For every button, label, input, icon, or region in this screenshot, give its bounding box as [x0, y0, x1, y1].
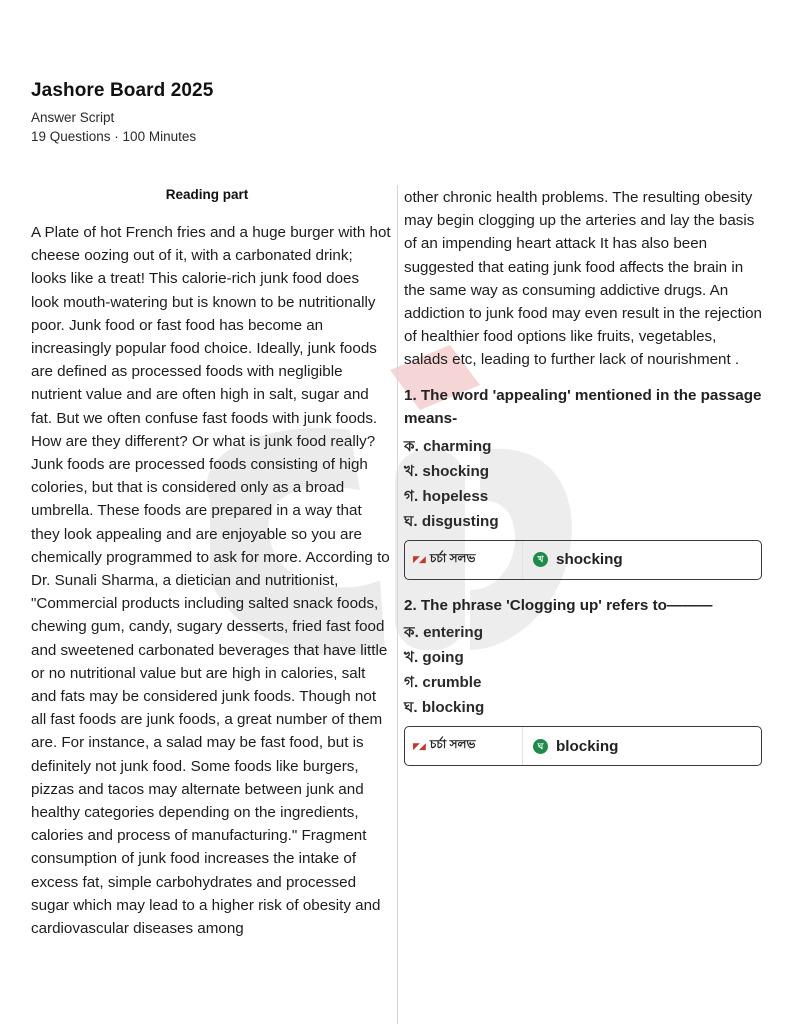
question-2-option-ga[interactable]: গ. crumble: [404, 674, 482, 692]
question-2-option-ka[interactable]: ক. entering: [404, 624, 483, 642]
brand-logo-icon: ◤◢: [413, 554, 425, 565]
reading-column-right: [404, 186, 762, 780]
question-1-options: [404, 434, 762, 534]
question-1-option-ga[interactable]: গ. hopeless: [404, 487, 489, 505]
question-1-option-ka[interactable]: ক. charming: [404, 437, 492, 455]
question-2-text: 2. The phrase 'Clogging up' refers to———: [404, 596, 713, 614]
brand-logo-icon: ◤◢: [413, 740, 425, 751]
answer-text: shocking: [556, 551, 623, 569]
reading-column-left: [31, 187, 391, 940]
reading-passage-left: A Plate of hot French fries and a huge burger with hot cheese oozing out of it, with a carbonated drink; looks like a treat! This calorie-rich junk food does look mouth-watering but is known to be nutritionally poor. Junk food or fast food has become an increasingly popular food choice. Ideally, junk foods are defined as processed foods with negligible nutrient value and are often high in salt, sugar and fat. But we often confuse fast foods with junk foods. How are they different? Or what is junk food really? Junk foods are processed foods consisting of high colories, but that is considered only as a broad umbrella. These foods are prepared in a way that they look appealing and are enjoyable so you are chemically programmed to ask for more. According to Dr. Sunali Sharma, a dietician and nutritionist, "Commercial products including salted snack foods, chewing gum, candy, sugary desserts, fried fast food and sweetened carbonated beverages that have little or no nutritional value but are high in calories, salt and fats may be considered junk foods. Though not all fast foods are junk foods, a great number of them are. For instance, a salad may be fast food, but is definitely not junk food. Some foods like burgers, pizzas and tacos may alternate between junk and healthy categories depending on the ingredients, calories and process of manufacturing." Fragment consumption of junk food increases the intake of excess fat, simple carbohydrates and processed sugar which may lead to a higher risk of obesity and cardiovascular diseases among: [31, 224, 391, 938]
page-title: Jashore Board 2025: [31, 80, 214, 101]
answer-text: blocking: [556, 737, 619, 755]
question-1-answer-box: [404, 540, 762, 580]
answer-label-text: চর্চা সলভ: [429, 550, 476, 565]
question-2-option-kha[interactable]: খ. going: [404, 649, 464, 667]
question-1-text: 1. The word 'appealing' mentioned in the passage means-: [404, 386, 762, 428]
question-1-option-gha[interactable]: ঘ. disgusting: [404, 512, 499, 530]
question-2-options: [404, 620, 762, 720]
reading-passage-right: other chronic health problems. The resulting obesity may begin clogging up the arteries and lay the basis of an impending heart attack It has also been suggested that eating junk food affects the brain in the same way as consuming addictive drugs. An addiction to junk food may even result in the rejection of healthier food options like fruits, vegetables, salads etc, leading to further lack of nourishment .: [404, 189, 762, 369]
answer-label-text: চর্চা সলভ: [429, 737, 476, 752]
answer-value: [523, 551, 623, 568]
answer-label: [405, 541, 523, 579]
column-divider: [397, 185, 398, 1024]
answer-label: [405, 727, 523, 765]
question-1-option-kha[interactable]: খ. shocking: [404, 462, 490, 480]
question-2-answer-box: [404, 726, 762, 766]
page-subtitle: Answer Script: [31, 110, 115, 125]
page-meta: 19 Questions · 100 Minutes: [31, 129, 197, 144]
answer-badge-icon: খ: [533, 552, 548, 567]
answer-badge-icon: ঘ: [533, 739, 548, 754]
reading-heading: Reading part: [165, 187, 249, 202]
question-2-option-gha[interactable]: ঘ. blocking: [404, 699, 485, 717]
answer-value: [523, 738, 618, 755]
page-header: [31, 80, 213, 146]
